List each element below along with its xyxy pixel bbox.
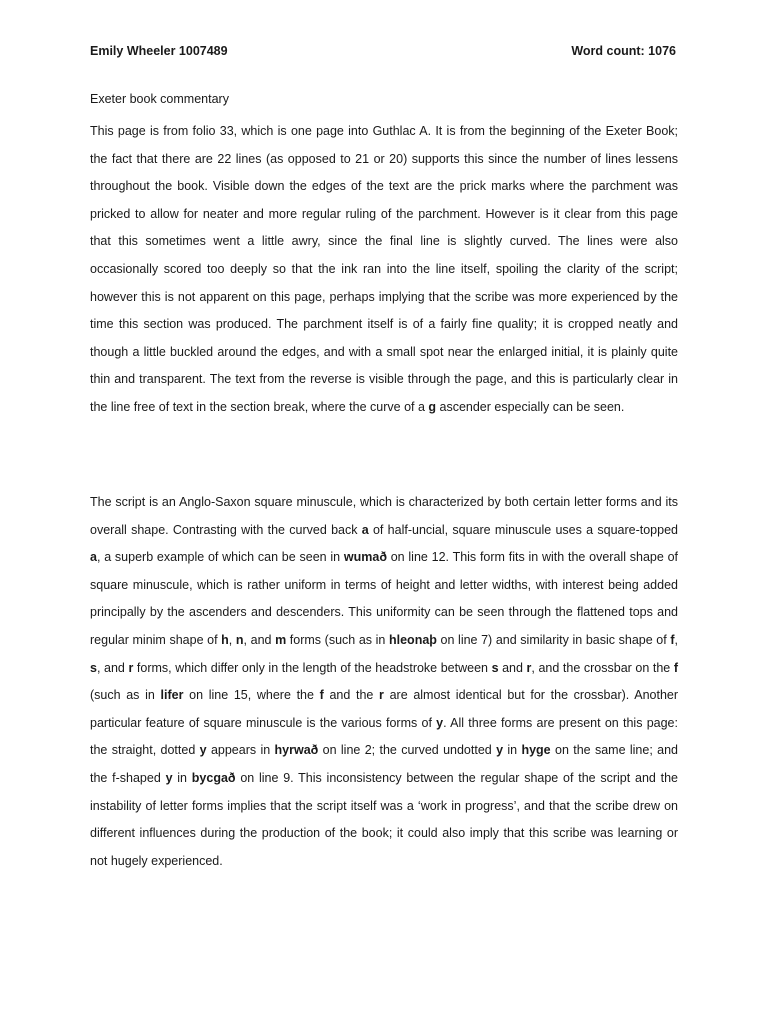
text-run: on the same line; and the f-shaped	[90, 743, 679, 785]
paragraph-1	[90, 118, 678, 422]
text-run: ,	[228, 632, 236, 647]
text-run: and	[498, 660, 527, 675]
text-run: . All three forms are present on this page: the straight, dotted	[90, 715, 678, 758]
document-title: Exeter book commentary	[90, 92, 229, 106]
text-run: appears in	[206, 743, 275, 758]
text-run: on line 9. This inconsistency between the regular shape of the script and the instability of letter forms implies that the script itself was a ‘work in progress’, and that the scribe drew on different influences during the production of the book; it could also imply that this scribe was learning or not hugely experienced.	[90, 770, 678, 868]
bold-term: a	[90, 550, 97, 565]
bold-term: m	[275, 632, 287, 647]
text-run: on line 12. This form fits in with the overall shape of square minuscule, which is rather uniform in terms of height and letter widths, with interest being added principally by the ascenders and descenders. This uniformity can be seen through the flattened tops and regular minim shape of	[90, 550, 678, 647]
text-run: on line 2; the curved undotted	[318, 743, 497, 758]
text-run: on line 7) and similarity in basic shape of	[436, 632, 671, 647]
bold-term: r	[128, 660, 134, 675]
bold-term: a	[361, 522, 369, 537]
text-run: The script is an Anglo-Saxon square minuscule, which is characterized by both certain letter forms and its overall shape. Contrasting with the curved back	[90, 495, 678, 537]
bold-term: lifer	[160, 688, 184, 703]
text-run: on line 15, where the	[183, 688, 320, 703]
text-run: , a superb example of which can be seen in	[96, 550, 344, 565]
text-run: of half-uncial, square minuscule uses a square-topped	[368, 522, 678, 537]
text-run: in	[172, 770, 192, 785]
text-run: forms, which differ only in the length of the headstroke between	[133, 660, 492, 675]
text-run: in	[503, 743, 522, 758]
bold-term: n	[235, 632, 244, 647]
bold-term: y	[199, 743, 207, 758]
bold-term: g	[428, 399, 437, 414]
paragraph-2	[90, 489, 678, 875]
bold-term: r	[526, 660, 532, 675]
bold-term: hyge	[521, 743, 551, 758]
author-line: Emily Wheeler 1007489	[90, 44, 228, 58]
bold-term: f	[673, 660, 678, 675]
text-run: (such as in	[90, 688, 161, 703]
text-run: are almost identical but for the crossbar). Another particular feature of square minuscule is the various forms of	[90, 688, 679, 730]
bold-term: wumað	[343, 550, 387, 565]
page-header	[90, 44, 676, 58]
text-run: forms (such as in	[286, 632, 389, 647]
text-run: and the	[323, 688, 380, 703]
bold-term: y	[165, 770, 173, 785]
text-run: , and	[243, 632, 276, 647]
text-run: This page is from folio 33, which is one page into Guthlac A. It is from the beginning of the Exeter Book; the fact that there are 22 lines (as opposed to 21 or 20) supports this since the number of lines lessens throughout the book. Visible down the edges of the text are the prick marks where the parchment was pricked to allow for neater and more regular ruling of the parchment. However is it clear from this page that this sometimes went a little awry, since the final line is slightly curved. The lines were also occasionally scored too deeply so that the ink ran into the line itself, spoiling the clarity of the script; however this is not apparent on this page, perhaps implying that the scribe was more experienced by the time this section was produced. The parchment itself is of a fairly fine quality; it is cropped neatly and though a little buckled around the edges, and with a small spot near the enlarged initial, it is plainly quite thin and transparent. The text from the reverse is visible through the page, and this is particularly clear in the line free of text in the section break, where the curve of a	[90, 124, 678, 414]
bold-term: h	[221, 632, 229, 647]
text-run: , and	[96, 660, 129, 675]
text-run: ,	[674, 632, 678, 647]
bold-term: hyrwað	[274, 743, 319, 758]
bold-term: f	[670, 632, 675, 647]
bold-term: s	[491, 660, 499, 675]
bold-term: y	[436, 715, 444, 730]
bold-term: s	[90, 660, 97, 675]
bold-term: y	[496, 743, 504, 758]
bold-term: hleonaþ	[389, 632, 437, 647]
text-run: ascender especially can be seen.	[436, 399, 625, 414]
text-run: , and the crossbar on the	[531, 660, 674, 675]
bold-term: r	[379, 688, 384, 703]
word-count: Word count: 1076	[571, 44, 676, 58]
bold-term: f	[319, 688, 324, 703]
bold-term: bycgað	[191, 770, 236, 785]
